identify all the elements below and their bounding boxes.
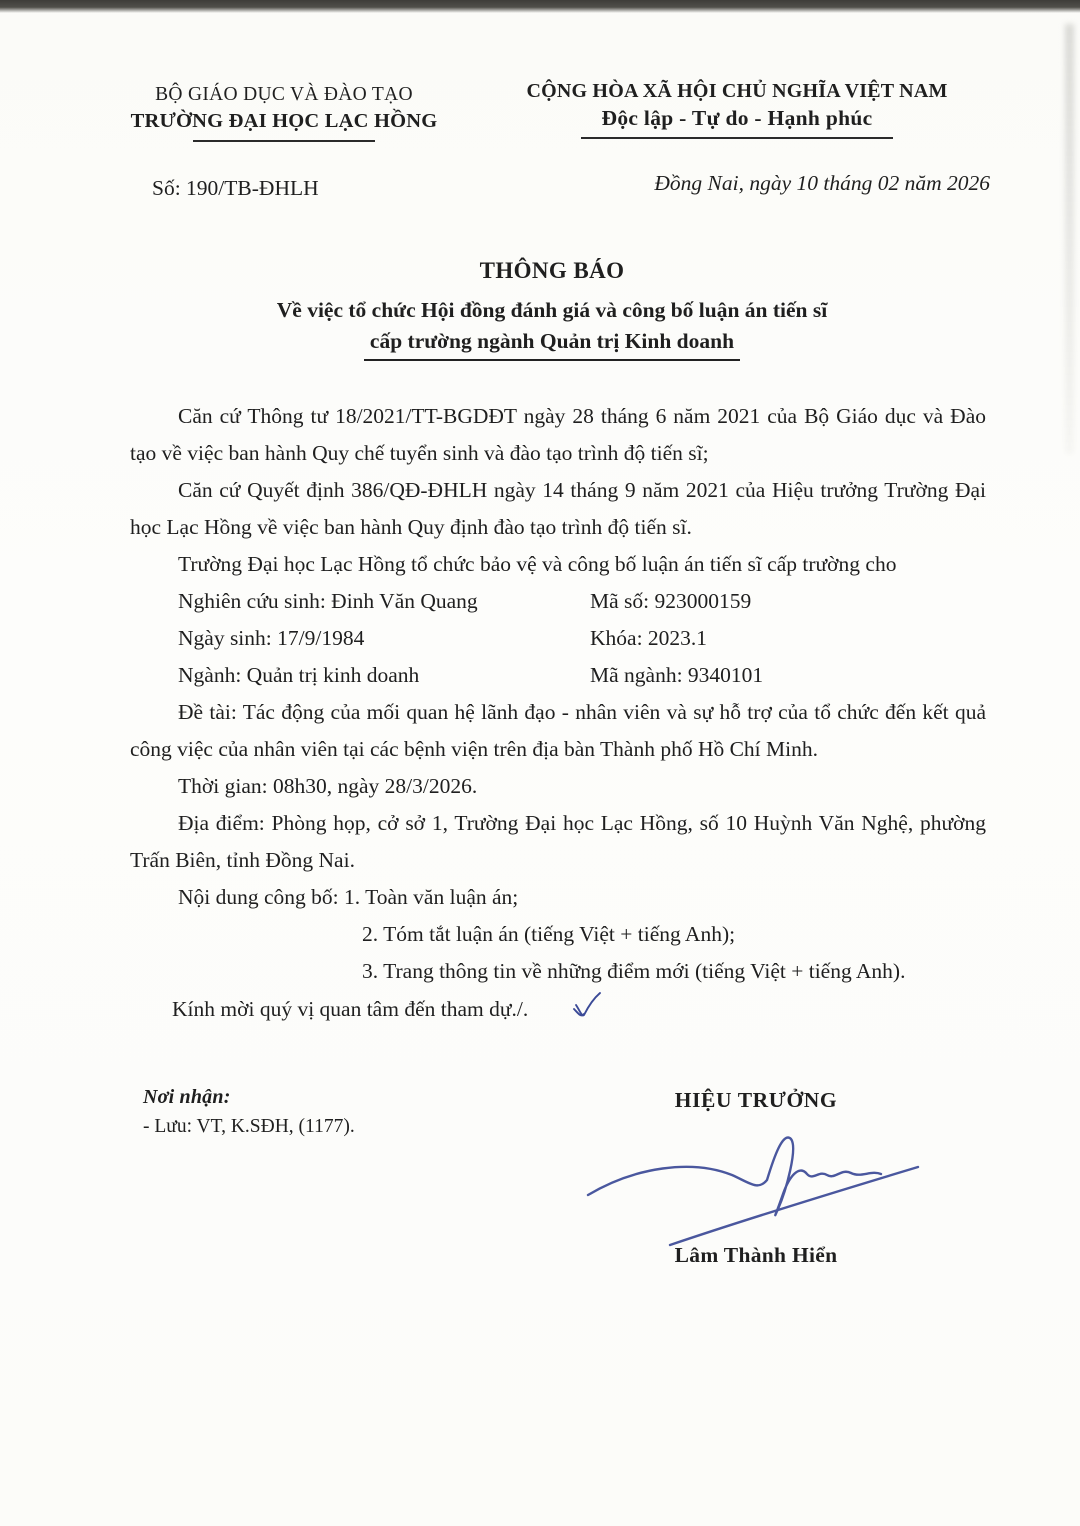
publication-item-3: 3. Trang thông tin về những điểm mới (tiếng Việt + tiếng Anh). [362, 959, 906, 983]
thesis-topic-paragraph: Đề tài: Tác động của mối quan hệ lãnh đạo - nhân viên và sự hỗ trợ của tổ chức đến kết quả công việc của nhân viên tại các bệnh viện trên địa bàn Thành phố Hồ Chí Minh. [130, 700, 986, 761]
ministry-name: BỘ GIÁO DỤC VÀ ĐÀO TẠO [155, 84, 413, 105]
major-field: Ngành: Quản trị kinh doanh [178, 663, 420, 687]
major-info-row [130, 657, 986, 694]
document-number: Số: 190/TB-ĐHLH [152, 176, 319, 200]
announcement-lead-paragraph: Trường Đại học Lạc Hồng tổ chức bảo vệ và công bố luận án tiến sĩ cấp trường cho [178, 552, 897, 576]
publication-content-paragraph: Nội dung công bố: 1. Toàn văn luận án; [178, 885, 519, 909]
header-underline-left [193, 140, 375, 142]
university-name: TRƯỜNG ĐẠI HỌC LẠC HỒNG [130, 110, 438, 132]
scan-edge-artifact [0, 0, 1080, 13]
document-title: THÔNG BÁO [479, 258, 625, 283]
invitation-line [130, 990, 986, 1034]
pen-initial-check-icon [530, 990, 602, 1034]
time-paragraph: Thời gian: 08h30, ngày 28/3/2026. [178, 774, 478, 798]
signer-title: HIỆU TRƯỞNG [674, 1088, 838, 1112]
legal-basis-paragraph-1: Căn cứ Thông tư 18/2021/TT-BGDĐT ngày 28 tháng 6 năm 2021 của Bộ Giáo dục và Đào tạo về việc ban hành Quy chế tuyển sinh và đào tạo trình độ tiến sĩ; [130, 404, 986, 465]
national-title: CỘNG HÒA XÃ HỘI CHỦ NGHĨA VIỆT NAM [526, 80, 948, 102]
issuing-authority-block [88, 84, 480, 142]
birthdate-field: Ngày sinh: 17/9/1984 [178, 626, 365, 650]
handwritten-signature-icon [580, 1119, 932, 1249]
recipients-line: - Lưu: VT, K.SĐH, (1177). [143, 1116, 355, 1137]
document-subtitle-line2: cấp trường ngành Quản trị Kinh doanh [364, 329, 740, 361]
document-title-block [112, 258, 992, 361]
invitation-text: Kính mời quý vị quan tâm đến tham dự./. [172, 997, 529, 1021]
cohort-field: Khóa: 2023.1 [590, 626, 708, 650]
publication-item-2: 2. Tóm tắt luận án (tiếng Việt + tiếng Anh); [362, 922, 736, 946]
birthdate-info-row [130, 620, 986, 657]
document-subtitle-line1: Về việc tổ chức Hội đồng đánh giá và công bố luận án tiến sĩ [276, 298, 828, 322]
document-body [130, 398, 986, 1034]
candidate-id-field: Mã số: 923000159 [590, 589, 752, 613]
header-underline-right [581, 137, 893, 139]
scan-streak-artifact [1065, 24, 1074, 454]
place-date-line: Đồng Nai, ngày 10 tháng 02 năm 2026 [654, 171, 990, 195]
signer-name: Lâm Thành Hiển [674, 1243, 838, 1267]
candidate-info-row [130, 583, 986, 620]
location-paragraph: Địa điểm: Phòng họp, cở sở 1, Trường Đại học Lạc Hồng, số 10 Huỳnh Văn Nghệ, phường Trấn Biên, tỉnh Đồng Nai. [130, 811, 986, 872]
national-header-block [480, 80, 994, 139]
recipients-block [143, 1086, 355, 1138]
candidate-name-field: Nghiên cứu sinh: Đinh Văn Quang [178, 589, 478, 613]
legal-basis-paragraph-2: Căn cứ Quyết định 386/QĐ-ĐHLH ngày 14 tháng 9 năm 2021 của Hiệu trưởng Trường Đại học Lạc Hồng về việc ban hành Quy định đào tạo trình độ tiến sĩ. [130, 478, 986, 539]
recipients-label: Nơi nhận: [143, 1086, 231, 1108]
major-code-field: Mã ngành: 9340101 [590, 663, 764, 687]
national-motto: Độc lập - Tự do - Hạnh phúc [601, 106, 873, 130]
signature-block [572, 1088, 940, 1268]
